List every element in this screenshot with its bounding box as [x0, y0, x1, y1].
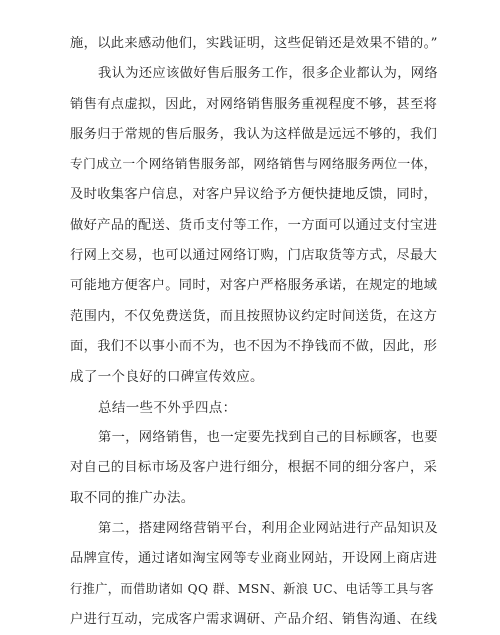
text-line: 行推广，而借助诸如 QQ 群、MSN、新浪 UC、电话等工具与客: [70, 582, 434, 597]
text-line: 销售有点虚拟，因此，对网络销售服务重视程度不够，甚至将: [70, 96, 438, 112]
text-line: 做好产品的配送、货币支付等工作，一方面可以通过支付宝进: [70, 217, 438, 233]
text-line: 面，我们不以事小而不为，也不因为不挣钱而不做，因此，形: [70, 338, 438, 354]
text-line: 范围内，不仅免费送货，而且按照协议约定时间送货，在这方: [70, 308, 438, 324]
text-line: 对自己的目标市场及客户进行细分，根据不同的细分客户，采: [70, 460, 438, 476]
text-line: 第二，搭建网络营销平台，利用企业网站进行产品知识及: [98, 520, 439, 536]
text-line: 成了一个良好的口碑宣传效应。: [70, 369, 264, 386]
text-line: 服务归于常规的售后服务，我认为这样做是远远不够的，我们: [70, 126, 438, 142]
text-line: 取不同的推广办法。: [70, 490, 195, 507]
document-body: [70, 29, 440, 635]
text-line: 及时收集客户信息，对客户异议给予方便快捷地反馈，同时，: [70, 187, 438, 203]
text-line: 第一，网络销售，也一定要先找到自己的目标顾客，也要: [98, 429, 439, 445]
text-line: 可能地方便客户。同时，对客户严格服务承诺，在规定的地域: [70, 278, 438, 294]
text-line: 总结一些不外乎四点：: [98, 399, 237, 416]
text-line: 施，以此来感动他们，实践证明，这些促销还是效果不错的。”: [70, 36, 438, 51]
text-line: 行网上交易，也可以通过网络订购，门店取货等方式，尽最大: [70, 248, 438, 264]
text-line: 我认为还应该做好售后服务工作，很多企业都认为，网络: [98, 66, 439, 82]
text-line: 专门成立一个网络销售服务部，网络销售与网络服务两位一体，: [70, 157, 437, 173]
text-line: 品牌宣传，通过诸如淘宝网等专业商业网站，开设网上商店进: [70, 551, 438, 567]
text-line: 户进行互动，完成客户需求调研、产品介绍、销售沟通、在线: [70, 611, 438, 627]
